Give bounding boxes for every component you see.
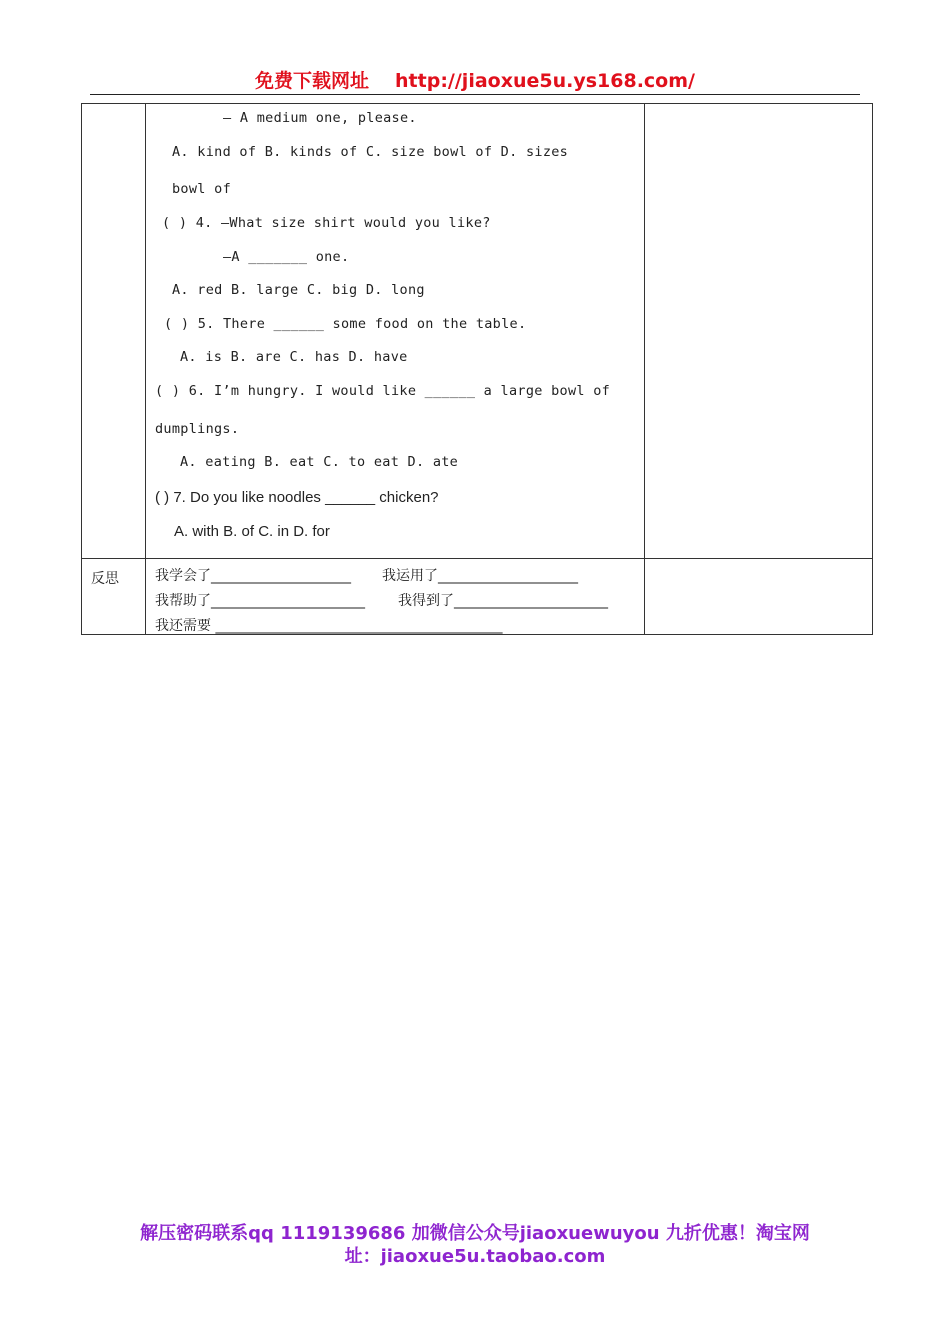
reflection-used: 我运用了____________________ [382,568,578,584]
q5-stem: ( ) 5. There ______ some food on the table. [164,316,527,332]
reflection-learned: 我学会了____________________ [155,568,351,584]
header-url[interactable]: http://jiaoxue5u.ys168.com/ [395,70,695,92]
reflection-label: 反思 [91,571,119,587]
footer-line-2: 址：jiaoxue5u.taobao.com [344,1246,606,1267]
exercise-row [82,104,873,559]
footer-line-1: 解压密码联系qq 1119139686 加微信公众号jiaoxuewuyou 九折优惠！淘宝网 [140,1223,810,1244]
q6-stem-continued: dumplings. [155,421,240,437]
q3-answer: — A medium one, please. [223,110,417,126]
q4-options: A. red B. large C. big D. long [172,282,425,298]
q7-stem: ( ) 7. Do you like noodles ______ chicken? [155,489,439,506]
exercise-block [146,104,644,558]
q4-answer: —A _______ one. [223,249,350,265]
exercise-cell [146,104,645,559]
reflection-block [146,559,644,634]
q6-options: A. eating B. eat C. to eat D. ate [180,454,459,470]
reflection-row [82,559,873,635]
left-cell [82,104,146,559]
header-title: 免费下载网址 [255,70,370,92]
page-header [0,66,950,93]
header-divider [90,94,860,95]
reflection-gained: 我得到了______________________ [398,593,608,609]
q4-stem: ( ) 4. —What size shirt would you like? [162,215,491,231]
worksheet-table [81,103,873,635]
q7-options: A. with B. of C. in D. for [174,523,330,540]
q3-options-line1: A. kind of B. kinds of C. size bowl of D. sizes [172,144,569,160]
reflection-cell [146,559,645,635]
reflection-label-cell [82,559,146,635]
reflection-notes-cell [645,559,873,635]
reflection-helped: 我帮助了______________________ [155,593,365,609]
q3-options-line2: bowl of [172,181,231,197]
notes-cell [645,104,873,559]
q6-stem: ( ) 6. I’m hungry. I would like ______ a large bowl of [155,383,611,399]
reflection-need: 我还需要 _________________________________________ [155,618,503,634]
q5-options: A. is B. are C. has D. have [180,349,408,365]
